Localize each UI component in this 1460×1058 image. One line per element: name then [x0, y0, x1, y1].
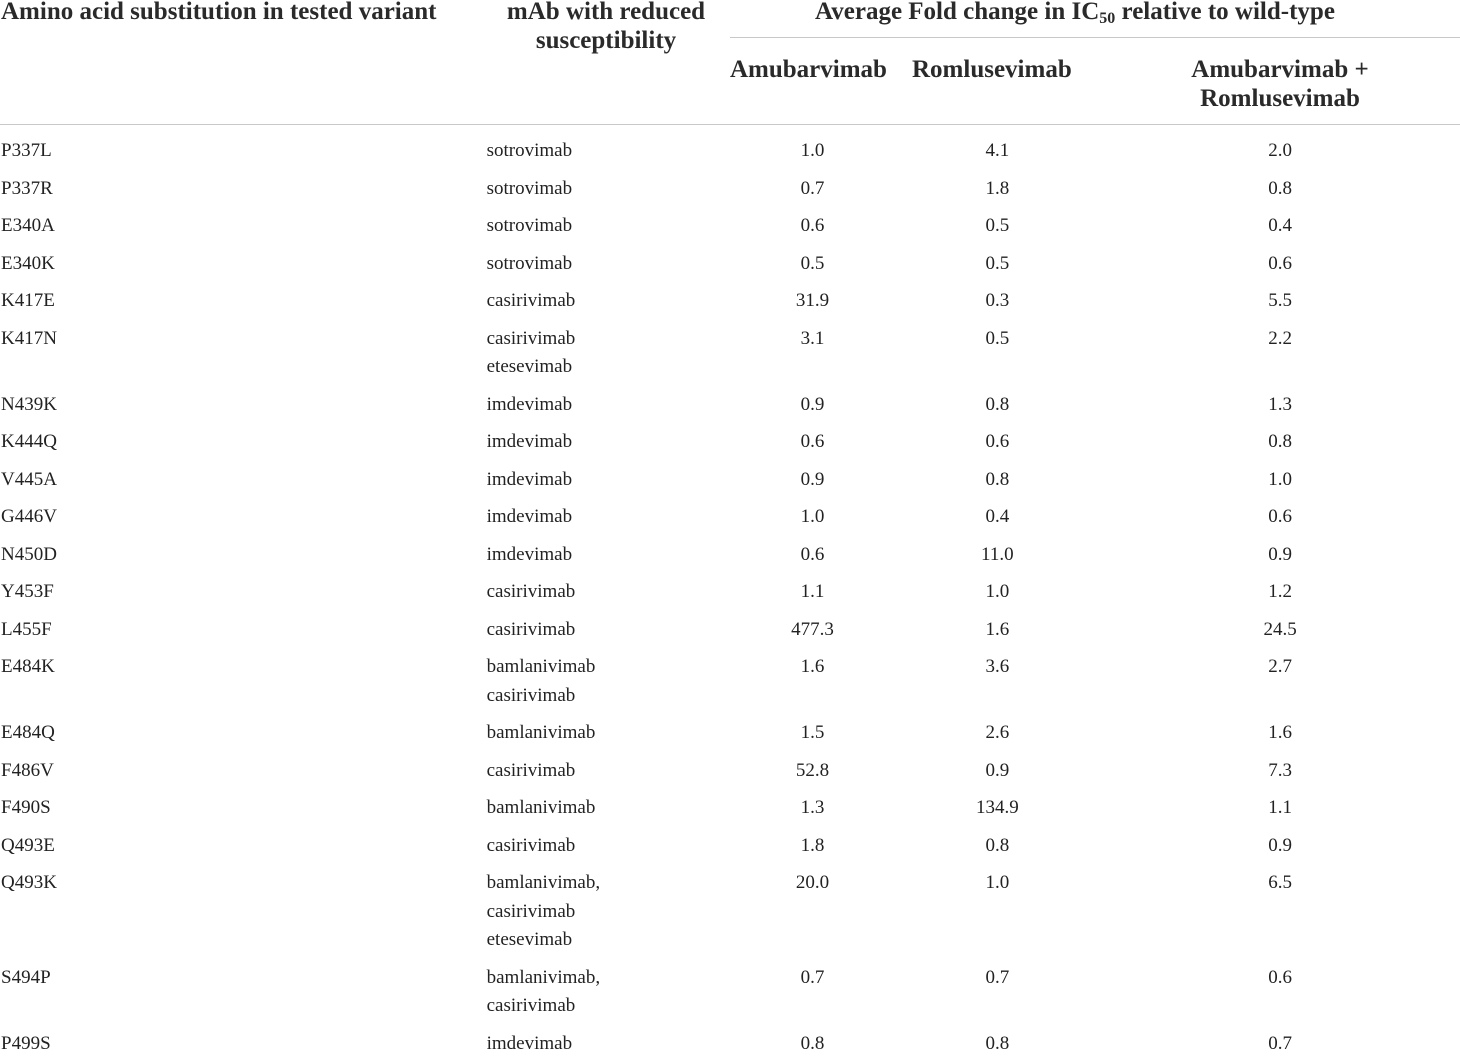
header-amubarvimab: Amubarvimab — [730, 55, 887, 84]
substitution-cell: E484K — [0, 653, 487, 710]
mab-cell — [487, 503, 731, 532]
romlusevimab-cell: 0.4 — [894, 503, 1100, 532]
mab-name: casirivimab — [487, 325, 731, 354]
mab-name: bamlanivimab — [487, 794, 731, 823]
substitution-cell: E340K — [0, 250, 487, 279]
amubarvimab-cell: 1.5 — [731, 719, 895, 748]
row-spacer — [0, 457, 1460, 466]
substitution-cell: F486V — [0, 757, 487, 786]
romlusevimab-cell: 2.6 — [894, 719, 1100, 748]
table-row — [0, 578, 1460, 607]
romlusevimab-cell: 0.6 — [894, 428, 1100, 457]
combination-cell: 0.9 — [1100, 541, 1460, 570]
combination-cell: 0.4 — [1100, 212, 1460, 241]
table-row — [0, 212, 1460, 241]
romlusevimab-cell: 1.6 — [894, 616, 1100, 645]
mab-name: imdevimab — [487, 1030, 731, 1058]
row-spacer — [0, 241, 1460, 250]
row-spacer — [0, 278, 1460, 287]
amubarvimab-cell: 1.8 — [731, 832, 895, 861]
row-spacer — [0, 494, 1460, 503]
romlusevimab-cell: 0.5 — [894, 250, 1100, 279]
row-spacer — [0, 569, 1460, 578]
table-row — [0, 175, 1460, 204]
amubarvimab-cell: 0.6 — [731, 541, 895, 570]
header-combo-line1: Amubarvimab + — [1100, 55, 1460, 84]
row-spacer — [0, 203, 1460, 212]
mab-cell — [487, 719, 731, 748]
substitution-cell: N439K — [0, 391, 487, 420]
mab-name: casirivimab — [487, 992, 731, 1021]
mab-cell — [487, 794, 731, 823]
header-bottom-rule — [0, 124, 1460, 125]
row-spacer — [0, 823, 1460, 832]
romlusevimab-cell: 1.0 — [894, 578, 1100, 607]
mab-cell — [487, 541, 731, 570]
mab-cell — [487, 832, 731, 861]
mab-cell — [487, 287, 731, 316]
row-spacer — [0, 748, 1460, 757]
combination-cell: 5.5 — [1100, 287, 1460, 316]
mab-name: casirivimab — [487, 616, 731, 645]
table-row — [0, 794, 1460, 823]
amubarvimab-cell: 31.9 — [731, 287, 895, 316]
mab-cell — [487, 466, 731, 495]
combination-cell: 1.0 — [1100, 466, 1460, 495]
header-mab — [486, 0, 726, 55]
romlusevimab-cell: 0.7 — [894, 964, 1100, 1021]
amubarvimab-cell: 3.1 — [731, 325, 895, 382]
amubarvimab-cell: 1.3 — [731, 794, 895, 823]
table-row — [0, 287, 1460, 316]
mab-cell — [487, 137, 731, 166]
mab-name: sotrovimab — [487, 175, 731, 204]
substitution-cell: E484Q — [0, 719, 487, 748]
amubarvimab-cell: 0.7 — [731, 964, 895, 1021]
substitution-cell: L455F — [0, 616, 487, 645]
substitution-cell: N450D — [0, 541, 487, 570]
header-combination — [1100, 55, 1460, 113]
table-row — [0, 964, 1460, 1021]
romlusevimab-cell: 1.8 — [894, 175, 1100, 204]
mab-name: etesevimab — [487, 926, 731, 955]
row-spacer — [0, 316, 1460, 325]
combination-cell: 0.9 — [1100, 832, 1460, 861]
mab-name: imdevimab — [487, 428, 731, 457]
combination-cell: 0.8 — [1100, 428, 1460, 457]
mab-cell — [487, 964, 731, 1021]
amubarvimab-cell: 0.6 — [731, 428, 895, 457]
romlusevimab-cell: 0.8 — [894, 466, 1100, 495]
row-spacer — [0, 785, 1460, 794]
combination-cell: 2.7 — [1100, 653, 1460, 710]
row-spacer — [0, 710, 1460, 719]
amubarvimab-cell: 477.3 — [731, 616, 895, 645]
mab-name: casirivimab — [487, 578, 731, 607]
combination-cell: 1.1 — [1100, 794, 1460, 823]
combination-cell: 0.6 — [1100, 964, 1460, 1021]
amubarvimab-cell: 0.7 — [731, 175, 895, 204]
romlusevimab-cell: 0.9 — [894, 757, 1100, 786]
romlusevimab-cell: 0.3 — [894, 287, 1100, 316]
header-fold-change-group — [730, 0, 1420, 26]
table-row — [0, 616, 1460, 645]
mab-cell — [487, 869, 731, 955]
combination-cell: 2.2 — [1100, 325, 1460, 382]
mab-name: bamlanivimab, — [487, 964, 731, 993]
combination-cell: 1.6 — [1100, 719, 1460, 748]
combination-cell: 0.6 — [1100, 503, 1460, 532]
amubarvimab-cell: 1.1 — [731, 578, 895, 607]
combination-cell: 0.6 — [1100, 250, 1460, 279]
substitution-cell: K444Q — [0, 428, 487, 457]
romlusevimab-cell: 134.9 — [894, 794, 1100, 823]
combination-cell: 24.5 — [1100, 616, 1460, 645]
substitution-cell: P337L — [0, 137, 487, 166]
table-row — [0, 391, 1460, 420]
substitution-cell: K417E — [0, 287, 487, 316]
row-spacer — [0, 382, 1460, 391]
substitution-cell: V445A — [0, 466, 487, 495]
header-group-prefix: Average Fold change in IC — [815, 0, 1099, 25]
row-spacer — [0, 607, 1460, 616]
substitution-cell: Q493K — [0, 869, 487, 955]
mab-name: sotrovimab — [487, 137, 731, 166]
mab-name: casirivimab — [487, 832, 731, 861]
combination-cell: 6.5 — [1100, 869, 1460, 955]
amubarvimab-cell: 0.9 — [731, 391, 895, 420]
amubarvimab-cell: 0.9 — [731, 466, 895, 495]
mab-cell — [487, 616, 731, 645]
row-spacer — [0, 860, 1460, 869]
mab-name: casirivimab — [487, 287, 731, 316]
romlusevimab-cell: 0.8 — [894, 832, 1100, 861]
amubarvimab-cell: 1.0 — [731, 137, 895, 166]
mab-cell — [487, 325, 731, 382]
amubarvimab-cell: 52.8 — [731, 757, 895, 786]
header-mab-line2: susceptibility — [486, 26, 726, 55]
table-row — [0, 466, 1460, 495]
mab-cell — [487, 391, 731, 420]
table-row — [0, 503, 1460, 532]
header-group-sub: 50 — [1099, 10, 1115, 27]
romlusevimab-cell: 1.0 — [894, 869, 1100, 955]
substitution-cell: Q493E — [0, 832, 487, 861]
amubarvimab-cell: 0.6 — [731, 212, 895, 241]
table-row — [0, 137, 1460, 166]
amubarvimab-cell: 0.8 — [731, 1030, 895, 1058]
mab-cell — [487, 757, 731, 786]
mab-name: imdevimab — [487, 541, 731, 570]
romlusevimab-cell: 0.5 — [894, 325, 1100, 382]
combination-cell: 1.2 — [1100, 578, 1460, 607]
romlusevimab-cell: 4.1 — [894, 137, 1100, 166]
combination-cell: 7.3 — [1100, 757, 1460, 786]
substitution-cell: K417N — [0, 325, 487, 382]
table-row — [0, 869, 1460, 955]
substitution-cell: S494P — [0, 964, 487, 1021]
header-mab-line1: mAb with reduced — [486, 0, 726, 26]
amubarvimab-cell: 20.0 — [731, 869, 895, 955]
row-spacer — [0, 1021, 1460, 1030]
romlusevimab-cell: 0.8 — [894, 391, 1100, 420]
row-spacer — [0, 955, 1460, 964]
mab-name: sotrovimab — [487, 250, 731, 279]
combination-cell: 0.8 — [1100, 175, 1460, 204]
substitution-cell: G446V — [0, 503, 487, 532]
mab-name: bamlanivimab — [487, 653, 731, 682]
mab-cell — [487, 212, 731, 241]
table-row — [0, 832, 1460, 861]
mab-name: imdevimab — [487, 466, 731, 495]
mab-name: bamlanivimab — [487, 719, 731, 748]
mab-cell — [487, 578, 731, 607]
substitution-cell: F490S — [0, 794, 487, 823]
amubarvimab-cell: 1.0 — [731, 503, 895, 532]
mab-name: casirivimab — [487, 757, 731, 786]
header-combo-line2: Romlusevimab — [1100, 84, 1460, 113]
table-row — [0, 757, 1460, 786]
combination-cell: 0.7 — [1100, 1030, 1460, 1058]
data-table — [0, 137, 1460, 1058]
header-group-suffix: relative to wild-type — [1115, 0, 1335, 25]
combination-cell: 2.0 — [1100, 137, 1460, 166]
mab-cell — [487, 428, 731, 457]
combination-cell: 1.3 — [1100, 391, 1460, 420]
table-row — [0, 653, 1460, 710]
mab-name: casirivimab — [487, 682, 731, 711]
mab-cell — [487, 175, 731, 204]
romlusevimab-cell: 3.6 — [894, 653, 1100, 710]
substitution-cell: P499S — [0, 1030, 487, 1058]
romlusevimab-cell: 0.8 — [894, 1030, 1100, 1058]
row-spacer — [0, 644, 1460, 653]
mab-cell — [487, 250, 731, 279]
table-row — [0, 428, 1460, 457]
amubarvimab-cell: 0.5 — [731, 250, 895, 279]
mab-name: sotrovimab — [487, 212, 731, 241]
table-row — [0, 719, 1460, 748]
romlusevimab-cell: 11.0 — [894, 541, 1100, 570]
row-spacer — [0, 166, 1460, 175]
mab-name: imdevimab — [487, 503, 731, 532]
mab-cell — [487, 653, 731, 710]
substitution-cell: P337R — [0, 175, 487, 204]
mab-name: bamlanivimab, — [487, 869, 731, 898]
mab-name: etesevimab — [487, 353, 731, 382]
table-row — [0, 325, 1460, 382]
substitution-cell: E340A — [0, 212, 487, 241]
mab-name: casirivimab — [487, 898, 731, 927]
table-row — [0, 250, 1460, 279]
table-body — [0, 137, 1460, 1058]
mab-name: imdevimab — [487, 391, 731, 420]
header-substitution: Amino acid substitution in tested variant — [1, 0, 436, 26]
table-row — [0, 541, 1460, 570]
romlusevimab-cell: 0.5 — [894, 212, 1100, 241]
header-romlusevimab: Romlusevimab — [912, 55, 1072, 84]
substitution-cell: Y453F — [0, 578, 487, 607]
amubarvimab-cell: 1.6 — [731, 653, 895, 710]
row-spacer — [0, 532, 1460, 541]
group-underline — [730, 37, 1460, 38]
row-spacer — [0, 419, 1460, 428]
